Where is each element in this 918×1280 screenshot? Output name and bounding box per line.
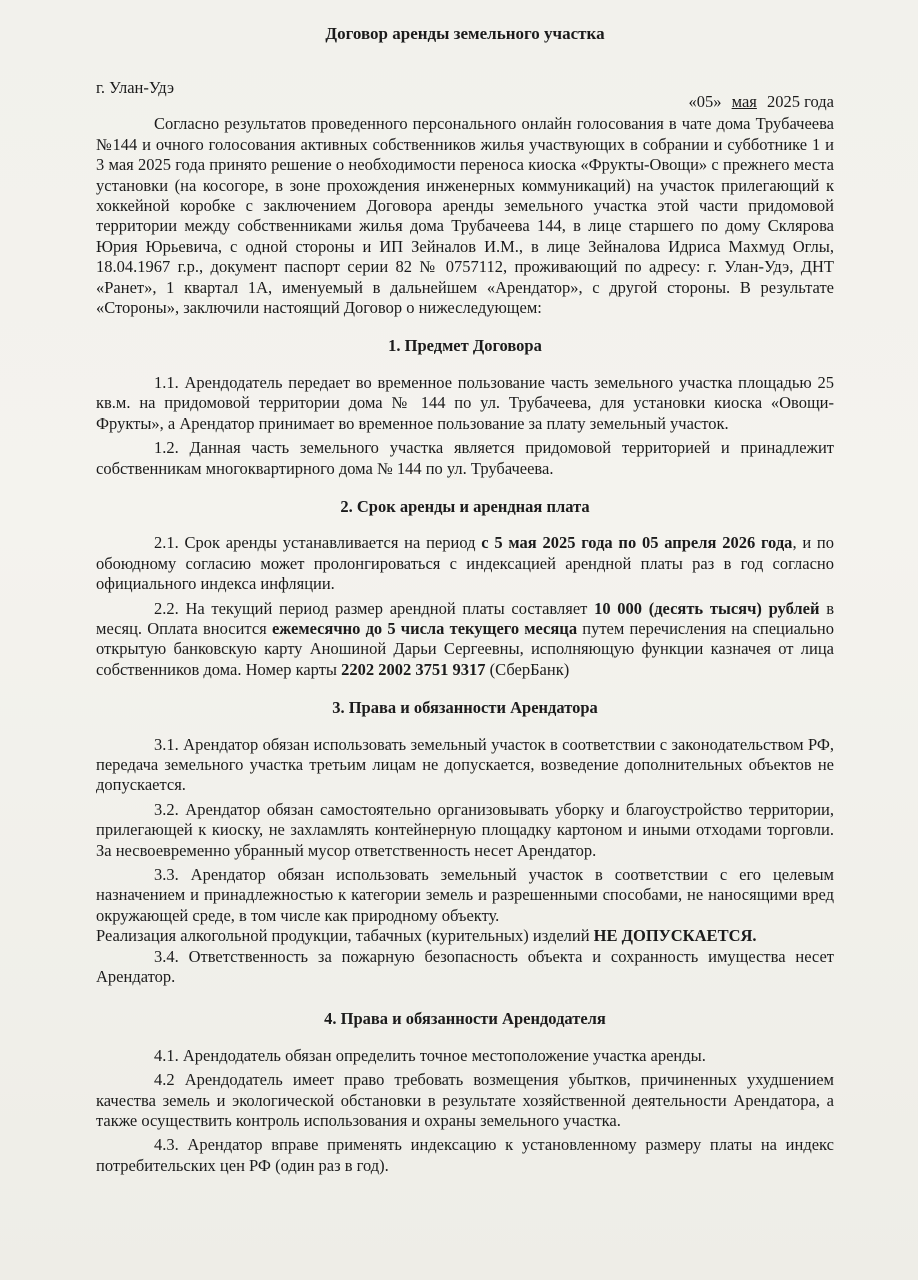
clause-4-1: 4.1. Арендодатель обязан определить точное местоположение участка аренды.	[154, 1045, 706, 1065]
prohibition-notice: НЕ ДОПУСКАЕТСЯ.	[593, 926, 757, 946]
city: г. Улан-Удэ	[96, 78, 175, 98]
clause-1-2: 1.2. Данная часть земельного участка является придомовой территорией и принадлежит собственникам многоквартирного дома № 144 по ул. Трубачеева.	[96, 438, 834, 478]
lease-period: с 5 мая 2025 года по 05 апреля 2026 года	[481, 533, 793, 553]
section-heading-1: 1. Предмет Договора	[388, 336, 542, 356]
clause-3-4: 3.4. Ответственность за пожарную безопасность объекта и сохранность имущества несет Арендатор.	[96, 946, 834, 987]
date-month: мая	[731, 92, 757, 112]
clause-3-3-prohibition: Реализация алкогольной продукции, табачных (курительных) изделий НЕ ДОПУСКАЕТСЯ.	[96, 926, 757, 946]
document-title: Договор аренды земельного участка	[325, 24, 605, 43]
preamble: Согласно результатов проведенного персонального онлайн голосования в чате дома Трубачеева №144 и очного голосования активных собственников жилья участвующих в собрании и субботнике 1 и 3 мая 2025 года принято решение о необходимости переноса киоска «Фрукты-Овощи» с прежнего места установки (на косогоре, в зоне прохождения инженерных коммуникаций) на участок прилегающий к хоккейной коробке с заключением Договора аренды земельного участка этой части придомовой территории между собственниками жилья дома Трубачеева 144, в лице старшего по дому Склярова Юрия Юрьевича, с одной стороны и ИП Зейналов И.М., в лице Зейналова Идриса Махмуд Оглы, 18.04.1967 г.р., документ паспорт серии 82 № 0757112, проживающий по адресу: г. Улан-Удэ, ДНТ «Ранет», 1 квартал 1А, именуемый в дальнейшем «Арендатор», с другой стороны. В результате «Стороны», заключили настоящий Договор о нижеследующем:	[96, 114, 834, 318]
date-year: 2025 года	[767, 92, 834, 112]
clause-3-2: 3.2. Арендатор обязан самостоятельно организовывать уборку и благоустройство территории, прилегающей к киоску, не захламлять контейнерную площадку картоном и иными отходами торговли. За несвоевременно убранный мусор ответственность несет Арендатор.	[96, 799, 834, 860]
section-heading-4: 4. Права и обязанности Арендодателя	[324, 1009, 606, 1029]
card-number: 2202 2002 3751 9317	[341, 659, 486, 679]
rent-amount: 10 000 (десять тысяч) рублей	[594, 598, 820, 618]
contract-date	[689, 92, 834, 112]
section-heading-2: 2. Срок аренды и арендная плата	[340, 496, 590, 516]
clause-2-2: 2.2. На текущий период размер арендной платы составляет 10 000 (десять тысяч) рублей в месяц. Оплата вносится ежемесячно до 5 числа текущего месяца путем перечисления на специально открытую банковскую карту Аношиной Дарьи Сергеевны, исполняющую функции казначея от лица собственников дома. Номер карты 2202 2002 3751 9317 (СберБанк)	[96, 598, 835, 679]
payment-deadline: ежемесячно до 5 числа текущего месяца	[271, 618, 578, 638]
city-date-row	[96, 72, 834, 114]
clause-4-2: 4.2 Арендодатель имеет право требовать возмещения убытков, причиненных ухудшением качества земель и экологической обстановки в результате хозяйственной деятельности Арендатора, а также осуществить контроль использования и охраны земельного участка.	[96, 1070, 834, 1131]
clause-1-1: 1.1. Арендодатель передает во временное пользование часть земельного участка площадью 25 кв.м. на придомовой территории дома № 144 по ул. Трубачеева, для установки киоска «Овощи-Фрукты», а Арендатор принимает во временное пользование за плату земельный участок.	[96, 372, 834, 433]
clause-3-1: 3.1. Арендатор обязан использовать земельный участок в соответствии с законодательством РФ, передача земельного участка третьим лицам не допускается, возведение дополнительных объектов не допускается.	[96, 734, 834, 795]
clause-2-1: 2.1. Срок аренды устанавливается на период с 5 мая 2025 года по 05 апреля 2026 года, и по обоюдному согласию может пролонгироваться с индексацией арендной платы раз в год согласно официального индекса инфляции.	[96, 533, 835, 594]
section-heading-3: 3. Права и обязанности Арендатора	[332, 698, 598, 718]
date-day: «05»	[688, 92, 722, 112]
clause-4-3: 4.3. Арендатор вправе применять индексацию к установленному размеру платы на индекс потребительских цен РФ (один раз в год).	[96, 1135, 834, 1175]
clause-3-3: 3.3. Арендатор обязан использовать земельный участок в соответствии с его целевым назначением и принадлежностью к категории земель и разрешенными способами, не наносящими вред окружающей среде, в том числе как природному объекту.	[96, 865, 834, 925]
